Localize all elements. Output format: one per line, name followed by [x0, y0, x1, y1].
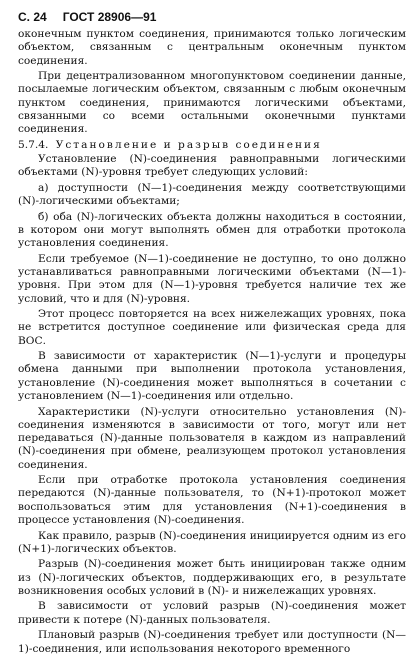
- paragraph: Этот процесс повторяется на всех нижележащих уровнях, пока не встретится доступное соединение или физическая среда для ВОС.: [18, 308, 406, 347]
- section-title: Установление и разрыв соединения: [55, 138, 322, 151]
- paragraph: В зависимости от характеристик (N—1)-услуги и процедуры обмена данными при выполнении протокола установления, установление (N)-соединения может выполняться в сочетании с установлением (N—1)-соединения или отдельно.: [18, 350, 406, 403]
- paragraph: Плановый разрыв (N)-соединения требует или доступности (N—1)-соединения, или использования некоторого временного: [18, 629, 406, 655]
- section-number: 5.7.4.: [18, 138, 49, 151]
- paragraph: Установление (N)-соединения равноправными логическими объектами (N)-уровня требует следующих условий:: [18, 153, 406, 179]
- paragraph: Как правило, разрыв (N)-соединения инициируется одним из его (N+1)-логических объектов.: [18, 529, 407, 555]
- paragraph: Если требуемое (N—1)-соединение не доступно, то оно должно устанавливаться равноправными логическими объектами (N—1)-уровня. При этом для (N—1)-уровня требуется наличие тех же условий, что и для (N)-уровня.: [18, 252, 406, 305]
- paragraph: При децентрализованном многопунктовом соединении данные, посылаемые логическим объектом, связанным с любым оконечным пунктом соединения, принимаются логическими объектами, связанными со всеми остальными оконечными пунктами соединения.: [18, 70, 406, 136]
- standard-code: ГОСТ 28906—91: [62, 10, 157, 24]
- paragraph: б) оба (N)-логических объекта должны находиться в состоянии, в котором они могут выполнять обмен для отработки протокола установления соединения.: [18, 210, 406, 250]
- page-number: С. 24: [18, 10, 47, 24]
- paragraph: Характеристики (N)-услуги относительно установления (N)-соединения изменяются в зависимости от того, могут или нет передаваться (N)-данные пользователя в каждом из направлений (N)-соединения при обмене, реализующем протокол установления соединения.: [18, 405, 406, 471]
- paragraph: а) доступности (N—1)-соединения между соответствующими (N)-логическими объектами;: [18, 181, 406, 208]
- document-page: [18, 10, 406, 658]
- page-header: [18, 10, 406, 24]
- paragraph: Если при отработке протокола установления соединения передаются (N)-данные пользователя, то (N+1)-протокол может воспользоваться этим для установления (N+1)-соединения в процессе установления (N)-соединения.: [18, 474, 406, 527]
- paragraph: В зависимости от условий разрыв (N)-соединения может привести к потере (N)-данных пользователя.: [18, 600, 406, 626]
- section-heading: [18, 139, 406, 152]
- document-body: [18, 28, 406, 656]
- paragraph: Разрыв (N)-соединения может быть инициирован также одним из (N)-логических объектов, поддерживающих его, в результате возникновения особых условий в (N)- и нижележащих уровнях.: [18, 558, 406, 597]
- paragraph: оконечным пунктом соединения, принимаются только логическим объектом, связанным с центральным оконечным пунктом соединения.: [18, 28, 406, 67]
